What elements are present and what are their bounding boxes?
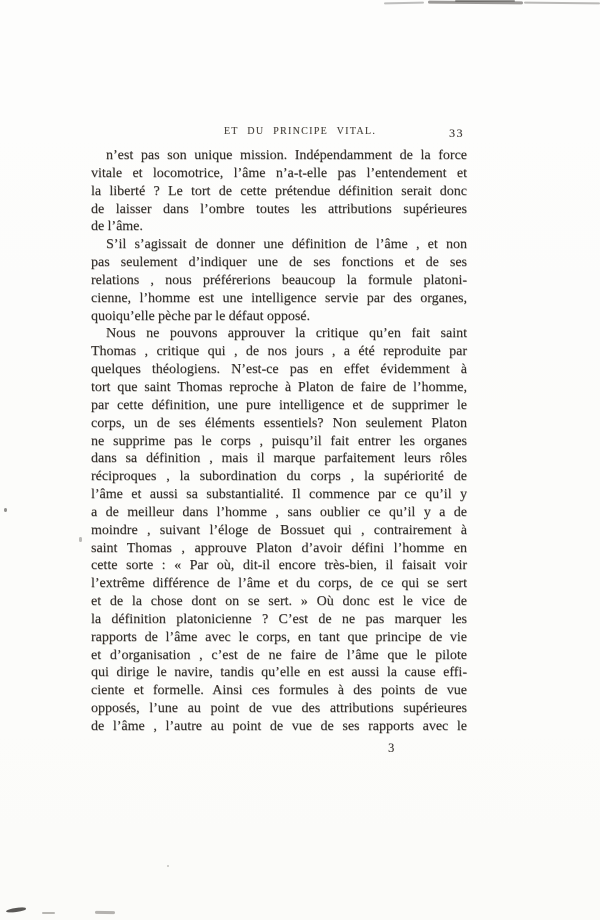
scan-artifact-speck [167, 865, 169, 867]
scan-artifact-bottom-dash [42, 912, 55, 914]
text-line: de l’âme. [91, 219, 143, 235]
text-line: a de meilleur dans l’homme , sans oublier ce qu’il y a de [91, 504, 467, 520]
text-line: quoiqu’elle pèche par le défaut opposé. [91, 308, 311, 324]
text-line: saint Thomas , approuve Platon d’avoir défini l’homme en [91, 540, 467, 556]
text-line: ne supprime pas le corps , puisqu’il fait entrer les organes [91, 433, 467, 449]
scan-artifact-top-smudge [455, 0, 515, 2]
text-line: cienne, l’homme est une intelligence servie par des organes, [91, 290, 467, 306]
scan-artifact-bottom-dash [95, 911, 115, 914]
running-title: ET DU PRINCIPE VITAL. [223, 126, 377, 137]
scan-artifact-speck [79, 537, 82, 542]
text-line: cette sorte : « Par où, dit-il encore très-bien, il faisait voir [91, 558, 467, 574]
text-line: opposés, l’une au point de vue des attributions supérieures [91, 701, 467, 717]
text-line: quelques théologiens. N’est-ce pas en effet évidemment à [91, 362, 467, 378]
text-line: pas seulement d’indiquer une de ses fonctions et de ses [91, 255, 467, 271]
text-line: n’est pas son unique mission. Indépendamment de la force [106, 148, 467, 163]
text-line: et d’organisation , c’est de ne faire de l’âme que le pilote [91, 647, 467, 663]
text-line: Thomas , critique qui , de nos jours , a été reproduite par [91, 344, 467, 360]
text-line: moindre , suivant l’éloge de Bossuet qui , contrairement à [91, 522, 467, 538]
text-line: tort que saint Thomas reproche à Platon de faire de l’homme, [91, 379, 467, 395]
text-block [91, 147, 467, 736]
text-line: S’il s’agissait de donner une définition de l’âme , et non [106, 237, 467, 253]
text-line: Nous ne pouvons approuver la critique qu’en fait saint [106, 326, 467, 342]
scan-artifact-bottom-dash [6, 907, 26, 913]
text-line: l’extrême différence de l’âme et du corps, de ce qui se sert [91, 576, 467, 592]
scan-artifact-top-smudge [524, 2, 600, 5]
text-line: dans sa définition , mais il marque parfaitement leurs rôles [91, 451, 467, 467]
text-line: l’âme et aussi sa substantialité. Il commence par ce qu’il y [91, 487, 467, 503]
page-number: 33 [449, 126, 464, 140]
text-line: et de la chose dont on se sert. » Où donc est le vice de [91, 594, 467, 610]
text-line: vitale et locomotrice, l’âme n’a-t-elle pas l’entendement et [91, 165, 467, 181]
text-line: corps, un de ses éléments essentiels? Non seulement Platon [91, 415, 467, 431]
text-line: rapports de l’âme avec le corps, en tant que principe de vie [91, 629, 467, 645]
scan-artifact-top-smudge [384, 2, 424, 4]
text-line: la définition platonicienne ? C’est de ne pas marquer les [91, 611, 467, 627]
text-line: ciente et formelle. Ainsi ces formules à des points de vue [91, 683, 467, 699]
text-line: la liberté ? Le tort de cette prétendue définition serait donc [91, 183, 467, 199]
text-line: de laisser dans l’ombre toutes les attributions supérieures [91, 201, 467, 217]
text-line: par cette définition, une pure intelligence et de supprimer le [91, 397, 467, 413]
scan-artifact-speck [4, 508, 7, 512]
running-header [0, 126, 600, 142]
text-line: qui dirige le navire, tandis qu’elle en est aussi la cause effi- [91, 665, 467, 681]
text-line: relations , nous préférerions beaucoup la formule platoni- [91, 272, 467, 288]
scan-artifact-top-smudge [428, 1, 523, 5]
text-line: réciproques , la subordination du corps , la supériorité de [91, 469, 467, 485]
text-line: de l’âme , l’autre au point de vue de ses rapports avec le [91, 719, 467, 734]
signature-mark: 3 [388, 741, 395, 755]
